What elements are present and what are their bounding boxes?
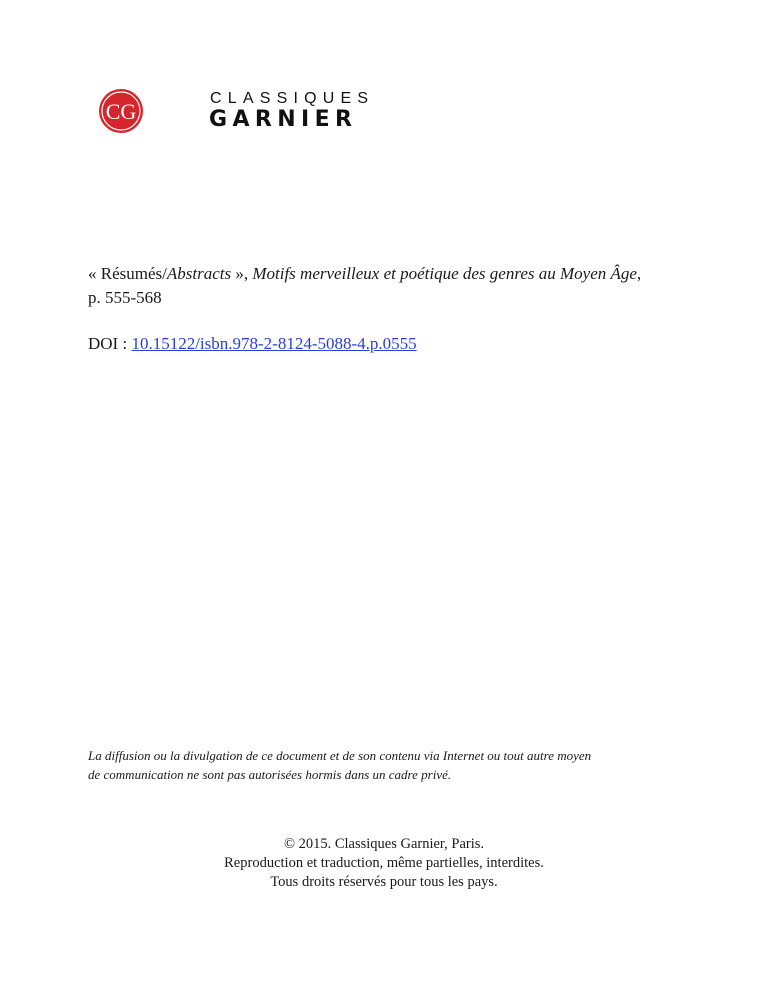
monogram-text: CG bbox=[105, 99, 137, 124]
doi-line bbox=[88, 334, 417, 354]
citation bbox=[88, 262, 673, 310]
copyright-line-3: Tous droits réservés pour tous les pays. bbox=[270, 874, 498, 890]
citation-title bbox=[88, 262, 641, 286]
notice-line-1: La diffusion ou la divulgation de ce document et de son contenu via Internet ou tout autre moyen bbox=[88, 748, 592, 763]
citation-open-quote: « Résumés/ bbox=[88, 264, 167, 283]
copyright-line-1: © 2015. Classiques Garnier, Paris. bbox=[283, 836, 485, 852]
publisher-logo bbox=[98, 85, 388, 135]
cg-monogram-icon bbox=[98, 88, 144, 134]
copyright-block bbox=[0, 835, 768, 892]
logo-text-classiques: CLASSIQUES bbox=[210, 90, 375, 107]
doi-label: DOI : bbox=[88, 334, 132, 353]
citation-title-line bbox=[88, 262, 673, 286]
logo-text-garnier: GARNIER bbox=[209, 107, 358, 132]
doi-link[interactable]: 10.15122/isbn.978-2-8124-5088-4.p.0555 bbox=[131, 334, 417, 353]
book-title: Motifs merveilleux et poétique des genres au Moyen Âge bbox=[252, 264, 637, 283]
citation-pages: p. 555-568 bbox=[88, 288, 162, 307]
citation-close-quote: », bbox=[231, 264, 253, 283]
notice-line-2: de communication ne sont pas autorisées hormis dans un cadre privé. bbox=[88, 767, 452, 782]
citation-comma: , bbox=[636, 264, 642, 283]
distribution-notice bbox=[88, 746, 678, 784]
citation-abstracts: Abstracts bbox=[166, 264, 232, 283]
copyright-line-2: Reproduction et traduction, même partielles, interdites. bbox=[224, 855, 544, 871]
